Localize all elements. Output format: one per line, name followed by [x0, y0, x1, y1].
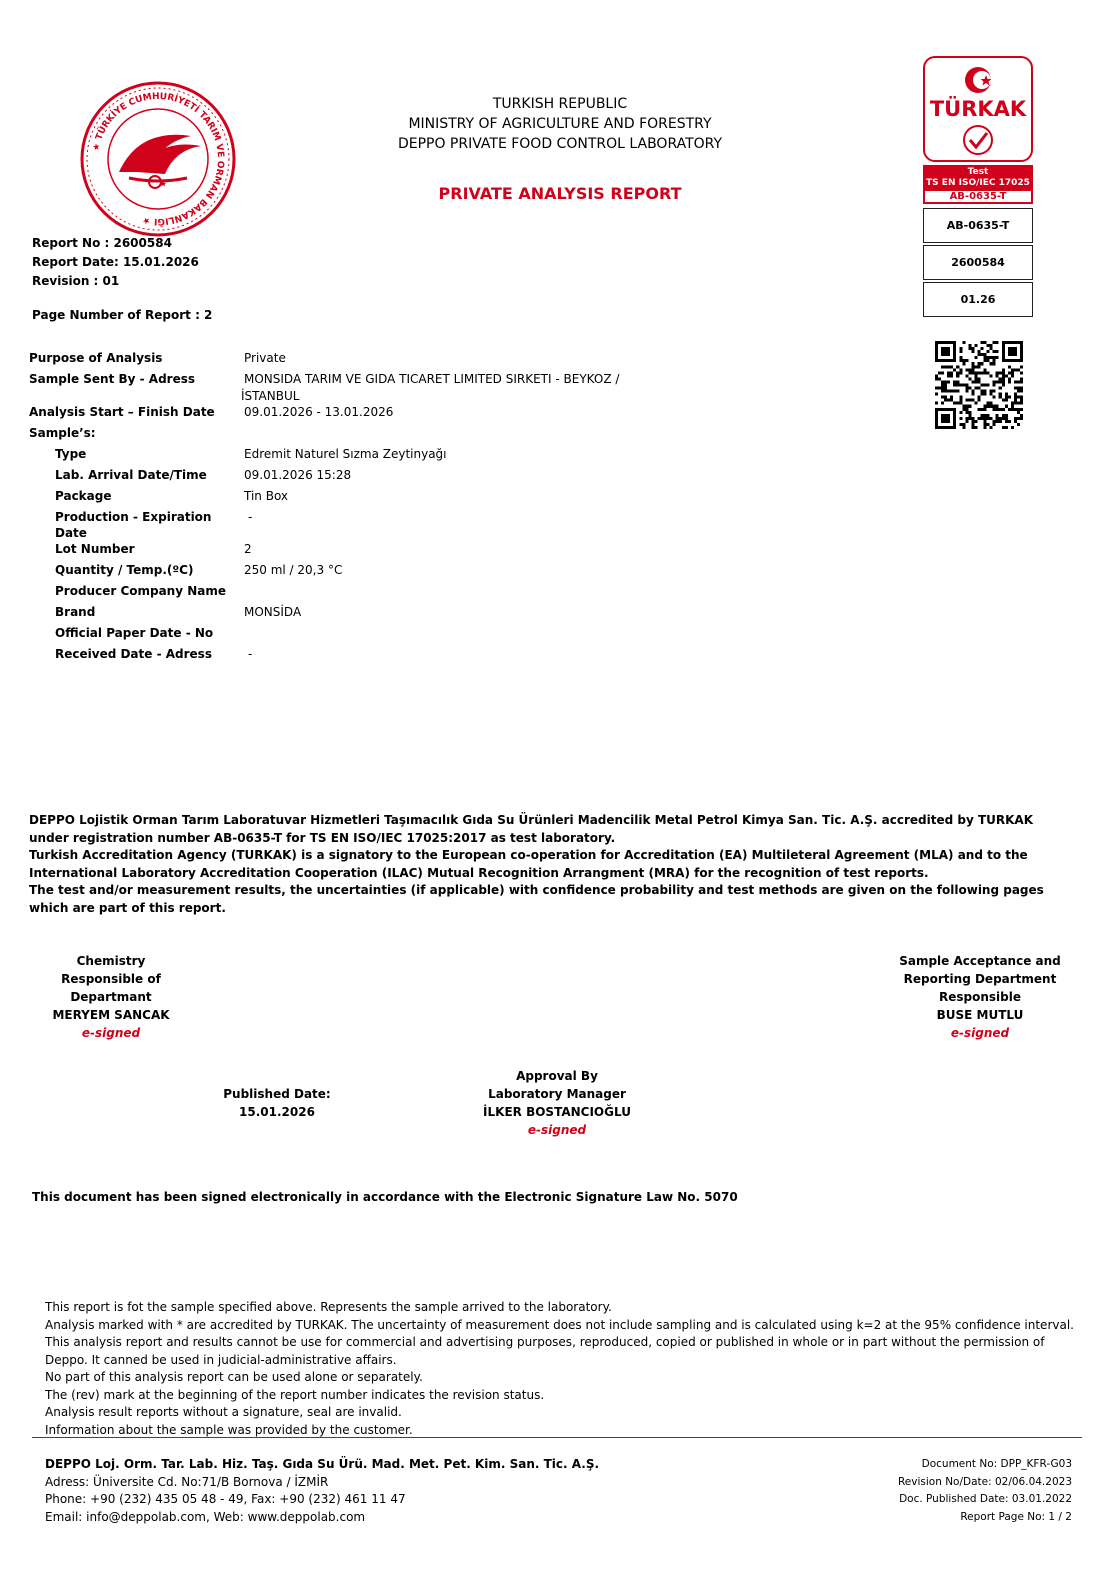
chem-esigned: e-signed — [81, 1026, 141, 1040]
note-item: This report is fot the sample specified above. Represents the sample arrived to the laboratory. — [45, 1300, 612, 1314]
header-institution — [330, 94, 790, 154]
accreditation-code-box: AB-0635-T — [923, 208, 1033, 243]
approval-esigned: e-signed — [527, 1123, 587, 1137]
arrival-value: 09.01.2026 15:28 — [244, 468, 352, 482]
report-notes — [45, 1299, 1075, 1439]
lot-value: 2 — [244, 542, 252, 556]
page-number: Page Number of Report : 2 — [32, 308, 213, 322]
header-line-3: DEPPO PRIVATE FOOD CONTROL LABORATORY — [397, 136, 723, 152]
chem-title-2: Responsible of — [61, 972, 161, 986]
published-date-block — [207, 1085, 347, 1121]
lot-label: Lot Number — [55, 542, 135, 556]
type-value: Edremit Naturel Sızma Zeytinyağı — [244, 447, 447, 461]
turkak-logo — [923, 56, 1033, 162]
sample-esigned: e-signed — [950, 1026, 1010, 1040]
note-item: This analysis report and results cannot be use for commercial and advertising purposes, reproduced, copied or published in whole or in part without the permission of Deppo. It canned be used in judicial-administrative affairs. — [45, 1335, 1045, 1367]
turkak-ab-code: AB-0635-T — [923, 189, 1033, 204]
period-value: 09.01.2026 - 13.01.2026 — [244, 405, 394, 419]
footer-doc-no: Document No: DPP_KFR-G03 — [921, 1458, 1072, 1470]
published-date: 15.01.2026 — [239, 1105, 315, 1119]
published-label: Published Date: — [223, 1087, 331, 1101]
chem-title-3: Departmant — [70, 990, 152, 1004]
sender-value-2: İSTANBUL — [241, 389, 300, 403]
producer-label: Producer Company Name — [55, 584, 227, 598]
footer-phone: Phone: +90 (232) 435 05 48 - 49, Fax: +90 (232) 461 11 47 — [45, 1492, 406, 1506]
footer-company-info — [45, 1456, 599, 1526]
approval-title-1: Approval By — [516, 1069, 598, 1083]
type-label: Type — [55, 447, 87, 461]
header-line-2: MINISTRY OF AGRICULTURE AND FORESTRY — [408, 116, 712, 132]
report-date: Report Date: 15.01.2026 — [32, 255, 199, 269]
sample-acceptance-signature — [890, 952, 1070, 1042]
period-label: Analysis Start – Finish Date — [29, 405, 215, 419]
footer-published: Doc. Published Date: 03.01.2022 — [899, 1493, 1072, 1505]
footer-document-info — [898, 1456, 1072, 1526]
note-item: Analysis marked with * are accredited by TURKAK. The uncertainty of measurement does not include sampling and is calculated using k=2 at the 95% confidence interval. — [45, 1317, 1074, 1332]
report-code-box: 2600584 — [923, 245, 1033, 280]
footer-email: Email: info@deppolab.com, Web: www.deppolab.com — [45, 1509, 366, 1524]
quantity-value: 250 ml / 20,3 °C — [244, 563, 343, 577]
turkak-logo-text: TÜRKAK — [929, 97, 1027, 121]
turkak-test-label: Test — [967, 167, 989, 177]
brand-label: Brand — [55, 605, 96, 619]
accreditation-paragraph-2: Turkish Accreditation Agency (TURKAK) is a signatory to the European co-operation for Accreditation (EA) Multileteral Agreement (MLA) and to the International Laboratory Accreditation Cooperation (ILAC) Mutual Recognition Arrangment (MRA) for the recognition of test reports. — [29, 848, 1028, 880]
accreditation-paragraph-3: The test and/or measurement results, the uncertainties (if applicable) with confidence probability and test methods are given on the following pages which are part of this report. — [29, 883, 1044, 915]
turkak-accreditation — [923, 56, 1035, 317]
report-meta — [32, 234, 199, 291]
header-line-1: TURKISH REPUBLIC — [492, 96, 628, 112]
approval-name: İLKER BOSTANCIOĞLU — [483, 1105, 631, 1119]
sample-title-1: Sample Acceptance and — [899, 954, 1061, 968]
approval-signature — [467, 1067, 647, 1139]
sample-name: BUSE MUTLU — [936, 1008, 1024, 1022]
footer-revision: Revision No/Date: 02/06.04.2023 — [897, 1475, 1072, 1488]
qr-code[interactable] — [935, 341, 1023, 429]
date-code-box: 01.26 — [923, 282, 1033, 317]
report-number: Report No : 2600584 — [32, 236, 172, 250]
chem-name: MERYEM SANCAK — [52, 1008, 170, 1022]
svg-text:★ TÜRKİYE CUMHURİYETİ TARIM VE: ★ TÜRKİYE CUMHURİYETİ TARIM VE ORMAN BAKANLIĞI ★ — [91, 91, 226, 227]
production-value: - — [248, 510, 253, 524]
footer-page: Report Page No: 1 / 2 — [960, 1510, 1072, 1523]
samples-label: Sample’s: — [29, 426, 96, 440]
turkak-test-banner — [923, 165, 1033, 189]
package-value: Tin Box — [244, 489, 289, 503]
footer-divider — [32, 1437, 1082, 1438]
sender-value-1: MONSIDA TARIM VE GIDA TICARET LIMITED SIRKETI - BEYKOZ / — [244, 372, 620, 386]
footer-address: Adress: Üniversite Cd. No:71/B Bornova / İZMİR — [45, 1474, 329, 1489]
report-revision: Revision : 01 — [32, 274, 120, 288]
accreditation-statement — [29, 812, 1059, 917]
note-item: Analysis result reports without a signature, seal are invalid. — [45, 1405, 402, 1419]
chem-title-1: Chemistry — [76, 954, 146, 968]
arrival-label: Lab. Arrival Date/Time — [55, 468, 207, 482]
sample-title-2: Reporting Department — [903, 972, 1057, 986]
chemistry-signature — [40, 952, 182, 1042]
sender-label: Sample Sent By - Adress — [29, 372, 196, 386]
turkak-standard: TS EN ISO/IEC 17025 — [926, 178, 1030, 188]
production-label: Production - Expiration — [55, 510, 212, 524]
purpose-label: Purpose of Analysis — [29, 351, 163, 365]
sample-title-3: Responsible — [939, 990, 1021, 1004]
electronic-signature-note: This document has been signed electronically in accordance with the Electronic Signature Law No. 5070 — [32, 1190, 738, 1204]
official-paper-label: Official Paper Date - No — [55, 626, 214, 640]
note-item: The (rev) mark at the beginning of the report number indicates the revision status. — [45, 1387, 545, 1402]
note-item: No part of this analysis report can be used alone or separately. — [45, 1370, 423, 1384]
production-label-2: Date — [55, 526, 87, 540]
brand-value: MONSİDA — [244, 605, 302, 619]
quantity-label: Quantity / Temp.(ºC) — [55, 563, 194, 577]
package-label: Package — [55, 489, 112, 503]
received-value: - — [248, 647, 253, 661]
footer-company: DEPPO Loj. Orm. Tar. Lab. Hiz. Taş. Gıda Su Ürü. Mad. Met. Pet. Kim. San. Tic. A.Ş. — [45, 1457, 600, 1471]
received-label: Received Date - Adress — [55, 647, 212, 661]
accreditation-paragraph-1: DEPPO Lojistik Orman Tarım Laboratuvar Hizmetleri Taşımacılık Gıda Su Ürünleri Madencilik Metal Petrol Kimya San. Tic. A.Ş. accredited by TURKAK under registration number AB-0635-T for TS EN ISO/IEC 17025:2017 as test laboratory. — [29, 813, 1034, 845]
note-item: Information about the sample was provided by the customer. — [45, 1422, 413, 1437]
purpose-value: Private — [244, 351, 286, 365]
report-title: PRIVATE ANALYSIS REPORT — [438, 184, 682, 203]
approval-title-2: Laboratory Manager — [488, 1087, 626, 1101]
ministry-seal — [79, 80, 237, 238]
